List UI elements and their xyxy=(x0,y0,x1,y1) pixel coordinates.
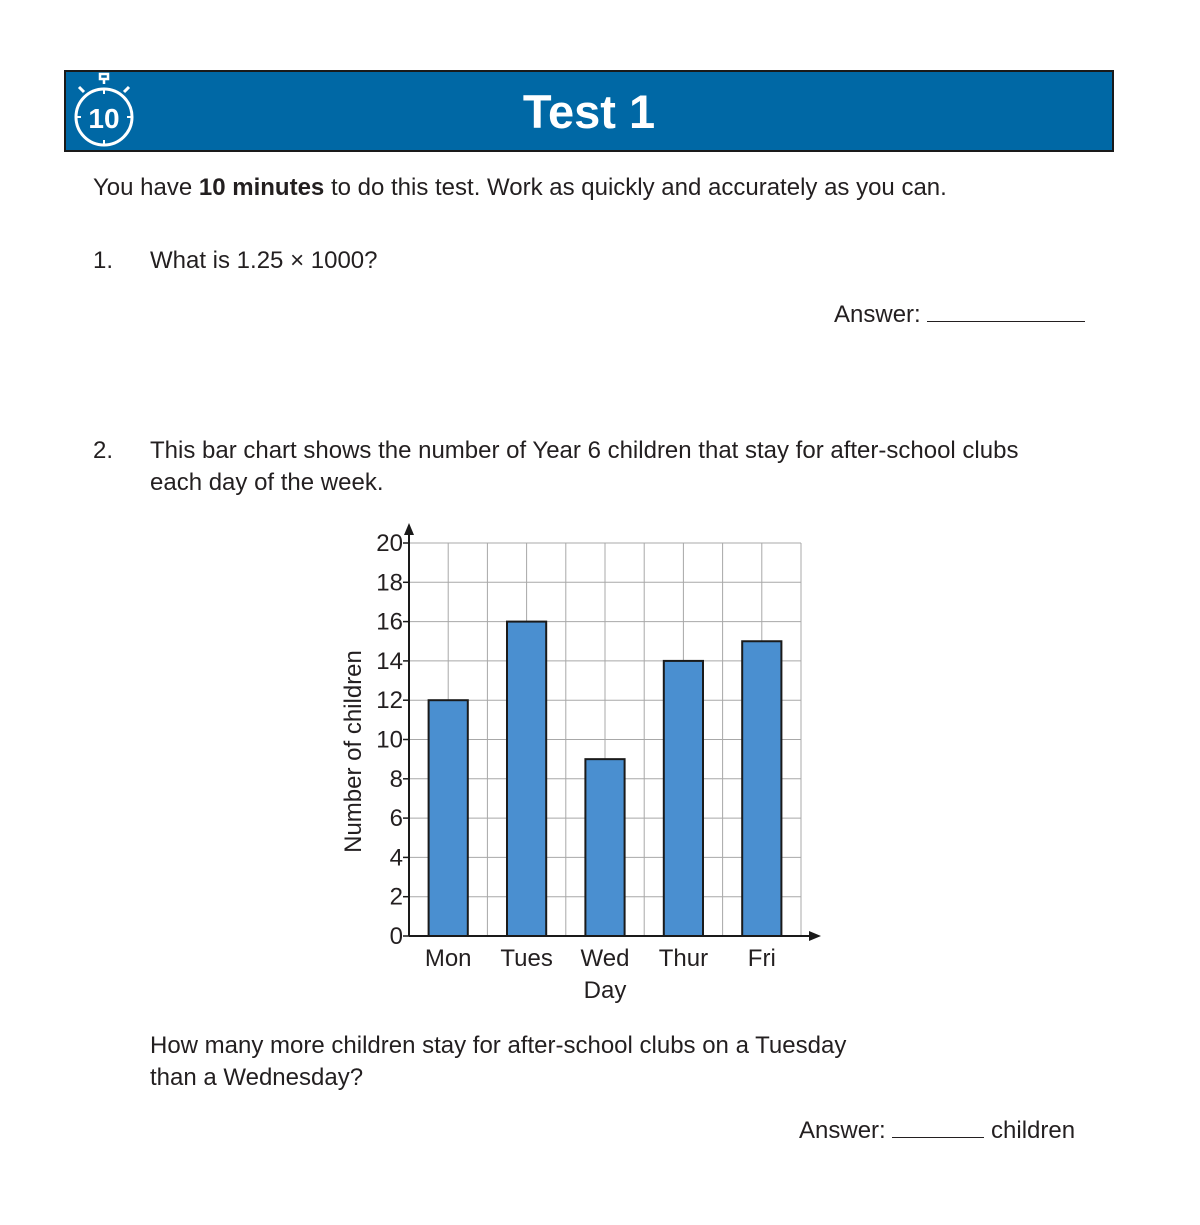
question-2-followup-line1: How many more children stay for after-school clubs on a Tuesday xyxy=(150,1032,847,1059)
answer-blank[interactable] xyxy=(927,295,1085,322)
y-axis-label: Number of children xyxy=(340,650,367,853)
answer-label: Answer: xyxy=(799,1117,886,1144)
y-tick-label: 2 xyxy=(389,883,403,911)
y-tick-label: 16 xyxy=(376,608,403,636)
answer-unit: children xyxy=(991,1117,1076,1144)
question-1-number: 1. xyxy=(93,247,114,274)
intro-bold: 10 minutes xyxy=(198,174,325,201)
x-axis-arrow-icon xyxy=(809,931,821,941)
y-tick-label: 20 xyxy=(376,530,403,557)
y-tick-label: 18 xyxy=(376,569,403,597)
y-tick-label: 10 xyxy=(376,726,403,754)
page-title: Test 1 xyxy=(522,85,656,138)
question-2-answer xyxy=(799,1111,1075,1147)
bar-chart xyxy=(330,515,830,1015)
question-2-number: 2. xyxy=(93,437,114,464)
bar-wed xyxy=(585,759,624,936)
y-tick-label: 12 xyxy=(376,687,403,715)
timer-minutes: 10 xyxy=(88,103,120,134)
question-2-followup-line2: than a Wednesday? xyxy=(150,1064,364,1091)
bar-mon xyxy=(429,700,468,936)
answer-label: Answer: xyxy=(834,301,921,328)
y-axis-arrow-icon xyxy=(404,523,414,535)
x-tick-label: Mon xyxy=(424,945,472,972)
y-tick-label: 6 xyxy=(389,805,403,833)
bar-tues xyxy=(507,622,546,936)
intro-text xyxy=(93,172,947,204)
bar-thur xyxy=(664,661,703,936)
x-tick-label: Tues xyxy=(500,945,553,972)
question-1-text: What is 1.25 × 1000? xyxy=(150,247,378,274)
x-tick-label: Wed xyxy=(580,945,630,972)
y-tick-label: 0 xyxy=(389,923,403,950)
question-2-text-line2: each day of the week. xyxy=(150,469,384,496)
question-2-text-line1: This bar chart shows the number of Year 6 children that stay for after-school clubs xyxy=(150,437,1019,464)
question-1-answer xyxy=(834,295,1085,331)
y-tick-label: 8 xyxy=(389,765,403,793)
bar-fri xyxy=(742,641,781,936)
y-tick-label: 14 xyxy=(376,647,403,675)
test-header-banner xyxy=(64,70,1114,152)
y-tick-label: 4 xyxy=(389,844,403,872)
x-axis-label: Day xyxy=(583,977,627,1004)
intro-before: You have xyxy=(93,174,199,201)
x-tick-label: Fri xyxy=(747,945,776,972)
intro-after: to do this test. Work as quickly and accurately as you can. xyxy=(324,174,947,201)
x-tick-label: Thur xyxy=(658,945,709,972)
answer-blank[interactable] xyxy=(892,1111,984,1138)
